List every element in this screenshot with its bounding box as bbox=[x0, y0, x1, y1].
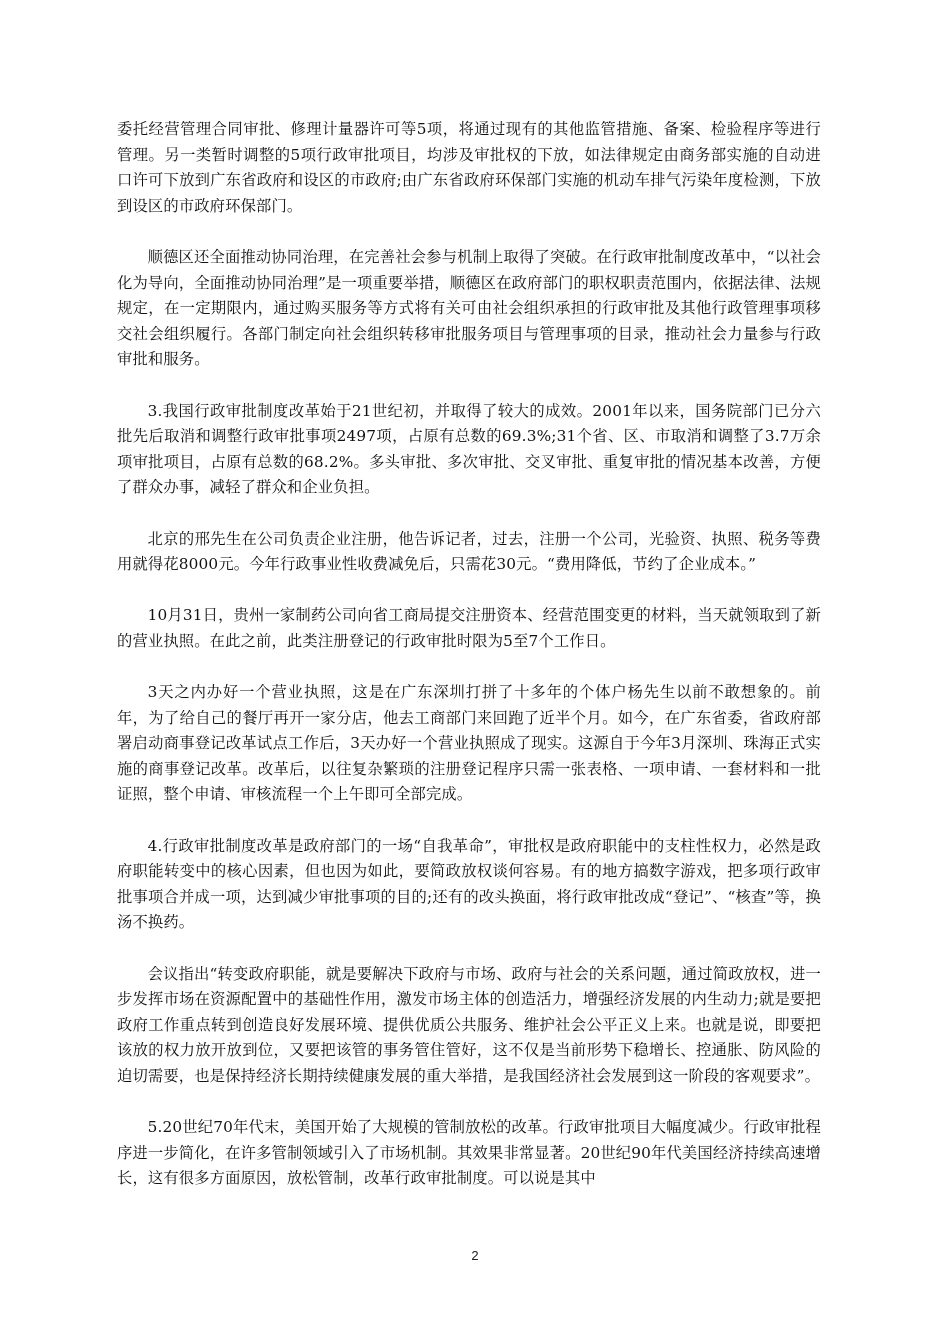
paragraph: 10月31日，贵州一家制药公司向省工商局提交注册资本、经营范围变更的材料，当天就领取到了新的营业执照。在此之前，此类注册登记的行政审批时限为5至7个工作日。 bbox=[117, 606, 821, 650]
page-number: 2 bbox=[471, 1248, 479, 1263]
paragraph: 5.20世纪70年代末，美国开始了大规模的管制放松的改革。行政审批项目大幅度减少。行政审批程序进一步简化，在许多管制领域引入了市场机制。其效果非常显著。20世纪90年代美国经济持续高速增长，这有很多方面原因，放松管制，改革行政审批制度。可以说是其中 bbox=[117, 1118, 821, 1188]
paragraph: 3天之内办好一个营业执照，这是在广东深圳打拼了十多年的个体户杨先生以前不敢想象的。前年，为了给自己的餐厅再开一家分店，他去工商部门来回跑了近半个月。如今，在广东省委，省政府部署启动商事登记改革试点工作后，3天办好一个营业执照成了现实。这源自于今年3月深圳、珠海正式实施的商事登记改革。改革后，以往复杂繁琐的注册登记程序只需一张表格、一项申请、一套材料和一批证照，整个申请、审核流程一个上午即可全部完成。 bbox=[117, 683, 821, 804]
paragraph: 会议指出“转变政府职能，就是要解决下政府与市场、政府与社会的关系问题，通过简政放权，进一步发挥市场在资源配置中的基础性作用，激发市场主体的创造活力，增强经济发展的内生动力;就是要把政府工作重点转到创造良好发展环境、提供优质公共服务、维护社会公平正义上来。也就是说，即要把该放的权力放开放到位，又要把该管的事务管住管好，这不仅是当前形势下稳增长、控通胀、防风险的迫切需要，也是保持经济长期持续健康发展的重大举措，是我国经济社会发展到这一阶段的客观要求”。 bbox=[117, 964, 821, 1085]
paragraph: 委托经营管理合同审批、修理计量器许可等5项，将通过现有的其他监管措施、备案、检验程序等进行管理。另一类暂时调整的5项行政审批项目，均涉及审批权的下放，如法律规定由商务部实施的自动进口许可下放到广东省政府和设区的市政府;由广东省政府环保部门实施的机动车排气污染年度检测，下放到设区的市政府环保部门。 bbox=[117, 120, 821, 215]
paragraph: 顺德区还全面推动协同治理，在完善社会参与机制上取得了突破。在行政审批制度改革中，“以社会化为导向，全面推动协同治理”是一项重要举措，顺德区在政府部门的职权职责范围内，依据法律、法规规定，在一定期限内，通过购买服务等方式将有关可由社会组织承担的行政审批及其他行政管理事项移交社会组织履行。各部门制定向社会组织转移审批服务项目与管理事项的目录，推动社会力量参与行政审批和服务。 bbox=[117, 247, 821, 369]
paragraph: 北京的邢先生在公司负责企业注册，他告诉记者，过去，注册一个公司，光验资、执照、税务等费用就得花8000元。今年行政事业性收费减免后，只需花30元。“费用降低，节约了企业成本。” bbox=[117, 529, 821, 574]
paragraph: 3.我国行政审批制度改革始于21世纪初，并取得了较大的成效。2001年以来，国务院部门已分六批先后取消和调整行政审批事项2497项，占原有总数的69.3%;31个省、区、市取消和调整了3.7万余项审批项目，占原有总数的68.2%。多头审批、多次审批、交叉审批、重复审批的情况基本改善，方便了群众办事，减轻了群众和企业负担。 bbox=[117, 401, 821, 497]
paragraph: 4.行政审批制度改革是政府部门的一场“自我革命”，审批权是政府职能中的支柱性权力，必然是政府职能转变中的核心因素，但也因为如此，要简政放权谈何容易。有的地方搞数字游戏，把多项行政审批事项合并成一项，达到减少审批事项的目的;还有的改头换面，将行政审批改成“登记”、“核查”等，换汤不换药。 bbox=[117, 836, 821, 932]
document-body bbox=[117, 117, 821, 1218]
